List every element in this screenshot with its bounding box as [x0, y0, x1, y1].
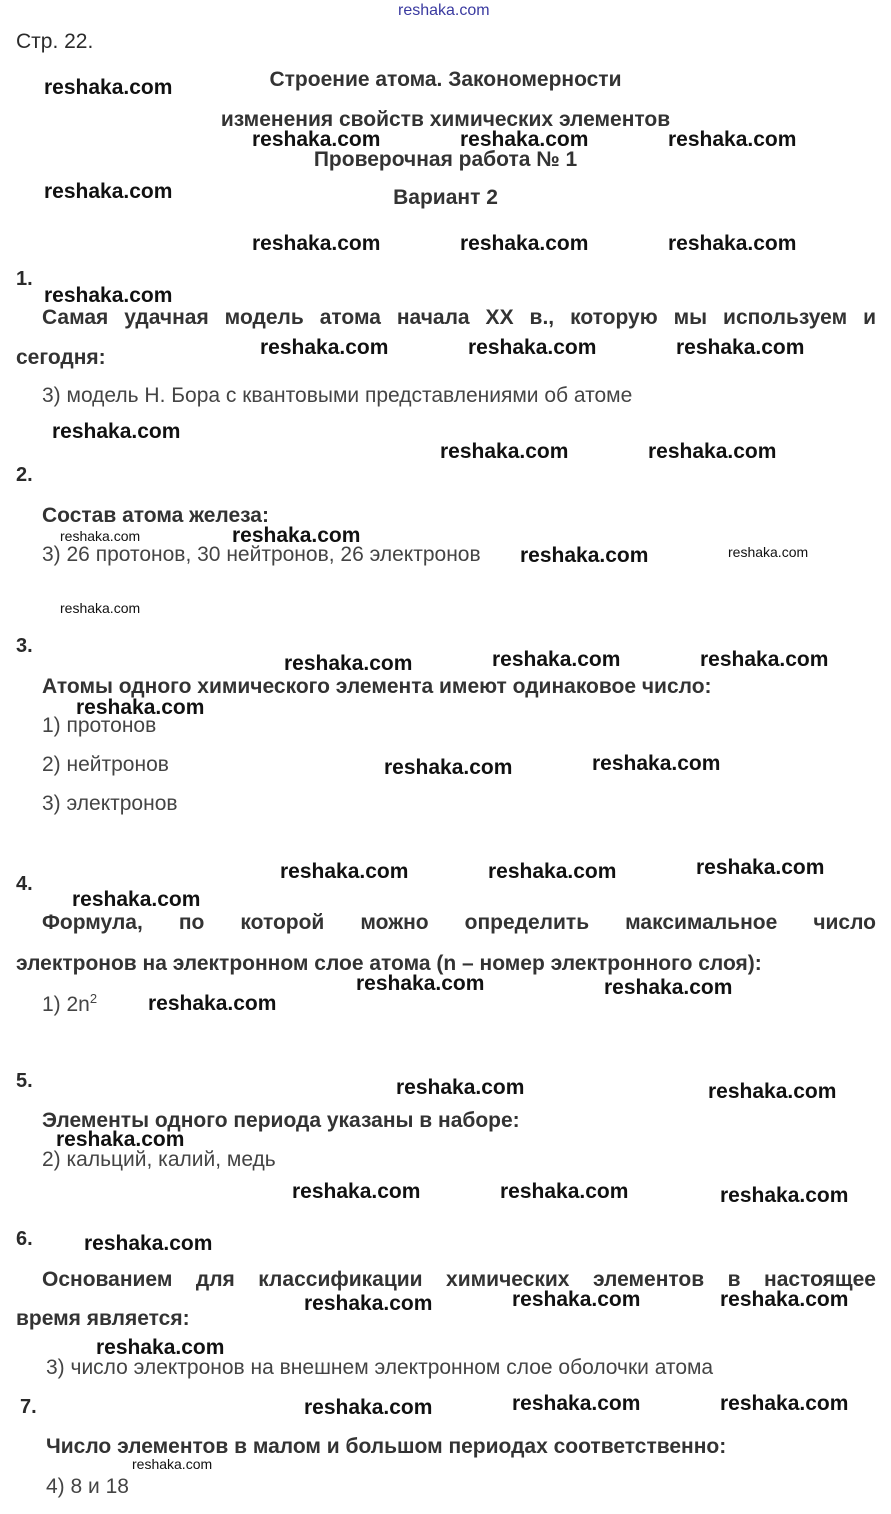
question-number: 5. [16, 1070, 33, 1092]
question-text: Самая удачная модель атома начала XX в., которую мы используем и [42, 306, 876, 329]
answer [42, 991, 97, 1017]
watermark: reshaka.com [592, 752, 721, 775]
question-number: 2. [16, 464, 33, 486]
page-number: Стр. 22. [16, 30, 94, 53]
answer: 2) кальций, калий, медь [42, 1148, 276, 1171]
watermark-small: reshaka.com [728, 544, 809, 560]
watermark: reshaka.com [700, 648, 829, 671]
watermark: reshaka.com [232, 524, 361, 547]
watermark: reshaka.com [280, 860, 409, 883]
watermark: reshaka.com [512, 1288, 641, 1311]
title-line-3: Проверочная работа № 1 [313, 148, 578, 171]
watermark: reshaka.com [72, 888, 201, 911]
question-number: 1. [16, 268, 33, 290]
watermark: reshaka.com [512, 1392, 641, 1415]
question-number: 7. [20, 1396, 37, 1418]
watermark: reshaka.com [44, 76, 173, 99]
answer-text: 1) 2n [42, 993, 90, 1016]
question-text: Основанием для классификации химических элементов в настоящее [42, 1268, 876, 1291]
watermark: reshaka.com [720, 1288, 849, 1311]
watermark: reshaka.com [520, 544, 649, 567]
answer: 3) 26 протонов, 30 нейтронов, 26 электронов [42, 543, 481, 566]
question-text: Элементы одного периода указаны в наборе: [42, 1109, 520, 1132]
watermark-small: reshaka.com [132, 1456, 213, 1472]
watermark: reshaka.com [356, 972, 485, 995]
watermark: reshaka.com [668, 232, 797, 255]
answer: 3) число электронов на внешнем электронном слое оболочки атома [46, 1356, 714, 1379]
watermark: reshaka.com [440, 440, 569, 463]
title-line-1: Строение атома. Закономерности [269, 68, 622, 91]
watermark: reshaka.com [52, 420, 181, 443]
question-number: 4. [16, 873, 33, 895]
watermark: reshaka.com [720, 1184, 849, 1207]
answer-superscript: 2 [89, 991, 98, 1006]
watermark: reshaka.com [96, 1336, 225, 1359]
question-text: Число элементов в малом и большом периодах соответственно: [46, 1435, 727, 1458]
answer: 3) электронов [42, 792, 178, 815]
question-number: 6. [16, 1228, 33, 1250]
watermark: reshaka.com [284, 652, 413, 675]
watermark: reshaka.com [148, 992, 277, 1015]
watermark: reshaka.com [488, 860, 617, 883]
answer: 4) 8 и 18 [46, 1475, 129, 1498]
watermark: reshaka.com [500, 1180, 629, 1203]
watermark: reshaka.com [260, 336, 389, 359]
watermark: reshaka.com [668, 128, 797, 151]
watermark: reshaka.com [696, 856, 825, 879]
watermark: reshaka.com [252, 232, 381, 255]
question-text: время является: [16, 1307, 190, 1330]
watermark: reshaka.com [648, 440, 777, 463]
question-text: Атомы одного химического элемента имеют одинаковое число: [42, 675, 712, 698]
watermark: reshaka.com [460, 128, 589, 151]
watermark: reshaka.com [396, 1076, 525, 1099]
title-line-2: изменения свойств химических элементов [220, 108, 671, 131]
watermark: reshaka.com [252, 128, 381, 151]
watermark: reshaka.com [76, 696, 205, 719]
watermark: reshaka.com [468, 336, 597, 359]
watermark-top: reshaka.com [398, 2, 490, 19]
watermark: reshaka.com [84, 1232, 213, 1255]
answer: 1) протонов [42, 714, 157, 737]
question-text: сегодня: [16, 346, 106, 369]
answer: 2) нейтронов [42, 753, 169, 776]
question-number: 3. [16, 635, 33, 657]
answer: 3) модель Н. Бора с квантовыми представлениями об атоме [42, 384, 633, 407]
watermark: reshaka.com [604, 976, 733, 999]
question-text: Состав атома железа: [42, 504, 269, 527]
question-text: электронов на электронном слое атома (n – номер электронного слоя): [16, 952, 762, 975]
watermark: reshaka.com [460, 232, 589, 255]
watermark: reshaka.com [44, 180, 173, 203]
watermark: reshaka.com [676, 336, 805, 359]
watermark-small: reshaka.com [60, 600, 141, 616]
watermark: reshaka.com [708, 1080, 837, 1103]
watermark-small: reshaka.com [60, 528, 141, 544]
title-line-4: Вариант 2 [393, 186, 498, 209]
watermark: reshaka.com [492, 648, 621, 671]
watermark: reshaka.com [56, 1128, 185, 1151]
watermark: reshaka.com [304, 1396, 433, 1419]
question-text: Формула, по которой можно определить максимальное число [42, 911, 876, 934]
watermark: reshaka.com [720, 1392, 849, 1415]
watermark: reshaka.com [304, 1292, 433, 1315]
watermark: reshaka.com [44, 284, 173, 307]
watermark: reshaka.com [384, 756, 513, 779]
watermark: reshaka.com [292, 1180, 421, 1203]
